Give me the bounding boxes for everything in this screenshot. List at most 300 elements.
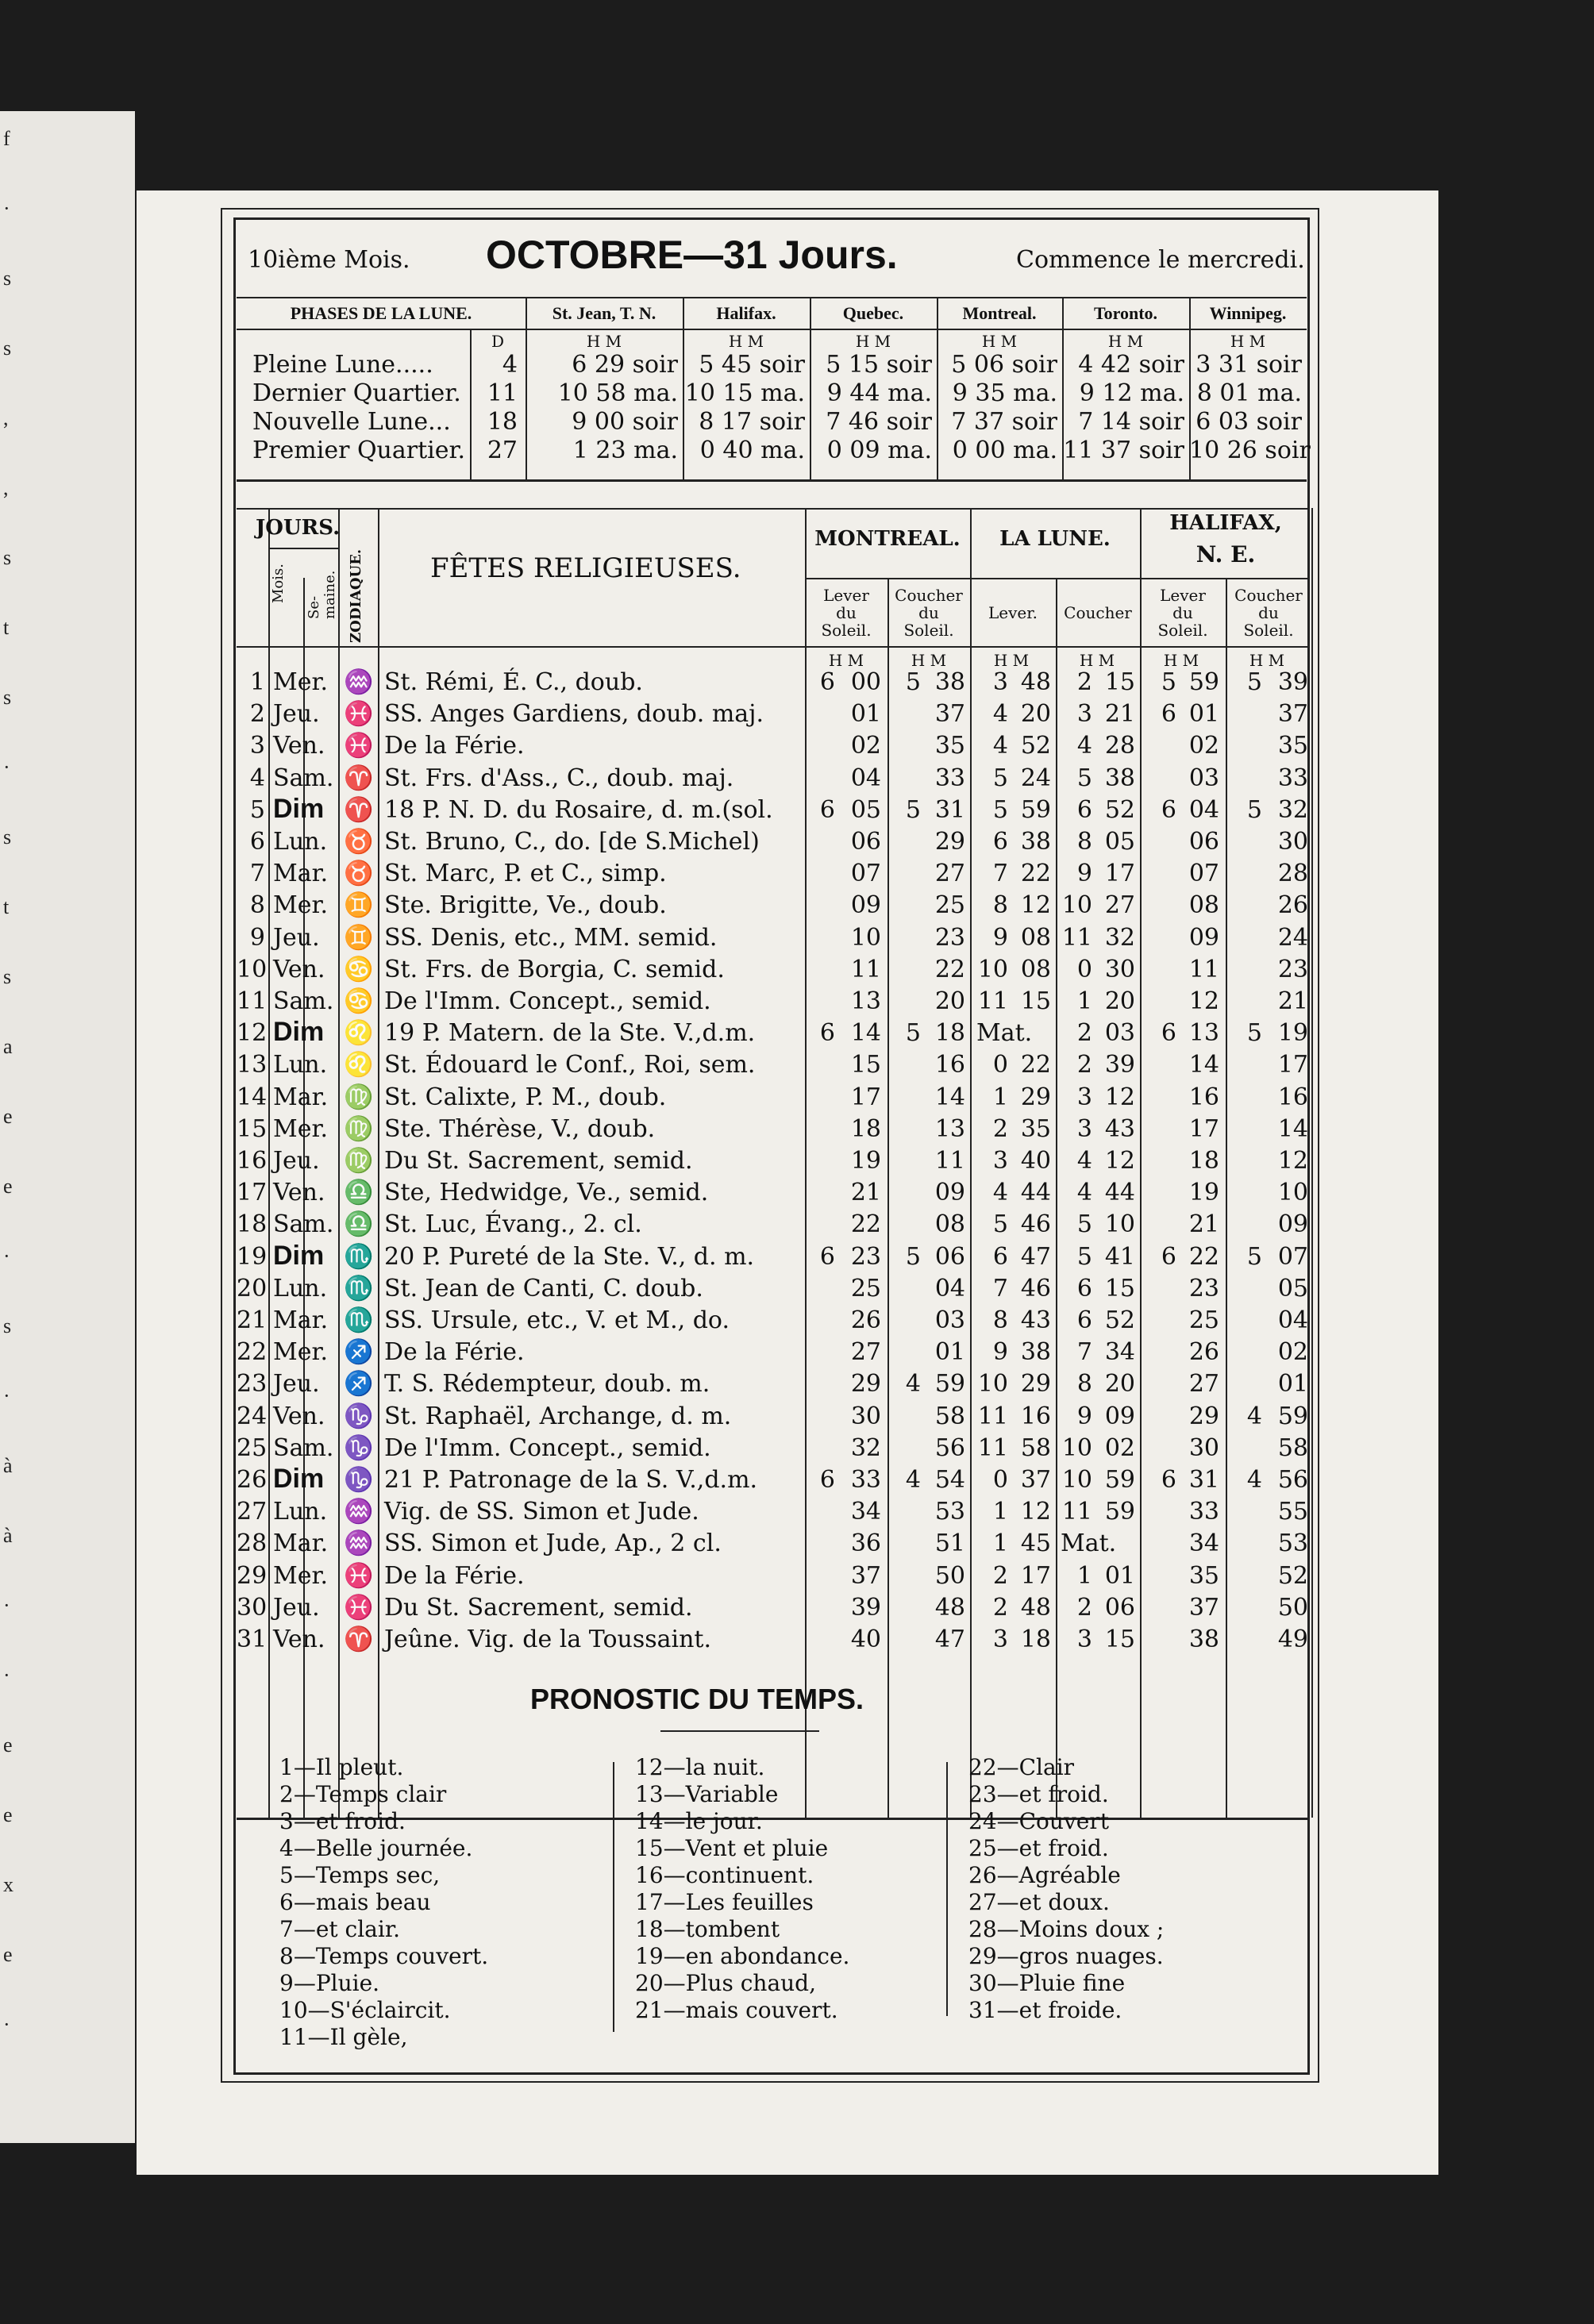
time-minute: 04 xyxy=(1277,1306,1308,1334)
phase-time: 10 58 ma. xyxy=(557,379,678,407)
margin-letter: à xyxy=(3,1454,13,1477)
time-minute: 37 xyxy=(934,700,965,729)
time-minute: 22 xyxy=(1020,860,1051,888)
column-rule xyxy=(268,508,270,1818)
time-minute: 37 xyxy=(1188,1593,1219,1622)
time-minute: 35 xyxy=(1020,1114,1051,1143)
zodiac-sign: ♐ xyxy=(344,1370,374,1399)
header-sub: Soleil. xyxy=(903,621,954,640)
time-hour: 9 xyxy=(1076,860,1092,888)
weekday: Mer. xyxy=(273,1561,329,1590)
margin-letter: f xyxy=(3,127,10,150)
time-minute: 05 xyxy=(1104,828,1135,856)
phase-time: 0 00 ma. xyxy=(952,437,1057,464)
time-hour: 3 xyxy=(992,1147,1008,1175)
weekday: Mar. xyxy=(273,1306,329,1334)
day-number: 7 xyxy=(249,860,265,888)
time-minute: 36 xyxy=(850,1529,881,1558)
time-minute: 29 xyxy=(1020,1083,1051,1111)
time-hour: 6 xyxy=(1161,1242,1176,1271)
time-hour: 11 xyxy=(1061,1498,1092,1526)
day-number: 15 xyxy=(237,1114,268,1143)
pronostic-item-col1: 1—Il pleut. xyxy=(279,1754,404,1780)
margin-letter: à xyxy=(3,1524,13,1547)
time-hour: 3 xyxy=(1076,1083,1092,1111)
margin-letter: · xyxy=(3,2013,10,2036)
rule xyxy=(237,297,1307,298)
time-minute: 23 xyxy=(850,1242,881,1271)
time-minute: 49 xyxy=(1277,1626,1308,1653)
phase-subheader: H M xyxy=(855,332,891,351)
feast-name: SS. Ursule, etc., V. et M., do. xyxy=(384,1306,730,1334)
pronostic-item-col1: 9—Pluie. xyxy=(279,1970,380,1996)
time-minute: 29 xyxy=(934,828,965,856)
feast-name: 20 P. Pureté de la Ste. V., d. m. xyxy=(384,1242,755,1271)
time-hour: 4 xyxy=(1246,1402,1262,1430)
column-rule xyxy=(338,508,340,1818)
header-sub: du xyxy=(918,603,939,622)
rule xyxy=(268,548,338,549)
rule xyxy=(237,479,1307,482)
phase-subheader: H M xyxy=(728,332,764,351)
phase-time: 6 03 soir xyxy=(1196,408,1302,436)
time-hour: 2 xyxy=(992,1593,1008,1622)
pronostic-item-col3: 24—Couvert xyxy=(968,1808,1109,1834)
day-number: 2 xyxy=(249,700,265,729)
time-minute: 39 xyxy=(1277,668,1308,696)
time-minute: 20 xyxy=(1020,700,1051,729)
time-minute: 18 xyxy=(934,1019,965,1048)
time-minute: 21 xyxy=(1188,1210,1219,1239)
weekday: Lun. xyxy=(273,1051,328,1079)
time-hour: 3 xyxy=(1076,1114,1092,1143)
time-minute: 21 xyxy=(1104,700,1135,729)
time-minute: 55 xyxy=(1277,1498,1308,1526)
weekday: Mer. xyxy=(273,891,329,920)
day-number: 11 xyxy=(237,987,268,1015)
weekday: Sam. xyxy=(273,764,334,792)
rule xyxy=(237,646,1308,648)
time-hour: 2 xyxy=(1076,1593,1092,1622)
time-minute: 17 xyxy=(1188,1114,1219,1143)
day-number: 23 xyxy=(237,1370,268,1399)
zodiac-sign: ♓ xyxy=(344,1561,374,1590)
header-sub: du xyxy=(1258,603,1279,622)
feast-name: Ste, Hedwidge, Ve., semid. xyxy=(384,1179,709,1207)
time-hour: 6 xyxy=(1161,700,1176,729)
phase-name: Pleine Lune..... xyxy=(252,351,433,379)
time-minute: 06 xyxy=(1104,1593,1135,1622)
zodiac-sign: ♍ xyxy=(344,1114,374,1143)
pronostic-item-col3: 28—Moins doux ; xyxy=(968,1916,1165,1942)
zodiac-sign: ♑ xyxy=(344,1433,374,1462)
time-hour: 0 xyxy=(992,1051,1008,1079)
header-hm: H M xyxy=(1249,651,1285,670)
header-sub: Lever. xyxy=(988,603,1038,622)
time-minute: 23 xyxy=(1277,955,1308,983)
time-minute: 52 xyxy=(1277,1561,1308,1590)
feast-name: Du St. Sacrement, semid. xyxy=(384,1593,693,1622)
phase-subheader: H M xyxy=(1107,332,1144,351)
time-minute: 58 xyxy=(1020,1433,1051,1462)
zodiac-sign: ♓ xyxy=(344,700,374,729)
pronostic-rule xyxy=(660,1730,819,1732)
header-sub: Soleil. xyxy=(1243,621,1294,640)
time-minute: 09 xyxy=(850,891,881,920)
day-number: 5 xyxy=(249,795,265,824)
time-minute: 12 xyxy=(1104,1083,1135,1111)
time-minute: 45 xyxy=(1020,1529,1051,1558)
weekday: Jeu. xyxy=(273,923,320,952)
header-sub: Coucher xyxy=(1064,603,1132,622)
time-minute: 50 xyxy=(1277,1593,1308,1622)
phase-time: 5 06 soir xyxy=(951,351,1057,379)
time-hour: 5 xyxy=(1076,1210,1092,1239)
zodiac-sign: ♏ xyxy=(344,1306,374,1334)
time-hour: 8 xyxy=(992,1306,1008,1334)
phase-time: 9 12 ma. xyxy=(1079,379,1184,407)
time-minute: 34 xyxy=(1104,1338,1135,1367)
margin-letter: e xyxy=(3,1105,13,1128)
time-mat: Mat. xyxy=(1061,1529,1117,1558)
weekday: Mar. xyxy=(273,860,329,888)
column-rule xyxy=(887,578,889,1818)
feast-name: St. Édouard le Conf., Roi, sem. xyxy=(384,1051,756,1079)
time-minute: 38 xyxy=(1104,764,1135,792)
time-minute: 23 xyxy=(1188,1274,1219,1302)
column-rule xyxy=(970,508,972,1818)
margin-letter: · xyxy=(3,1245,10,1268)
pronostic-item-col1: 11—Il gèle, xyxy=(279,2024,408,2050)
phase-col-header: Quebec. xyxy=(842,303,904,323)
time-hour: 5 xyxy=(1246,1019,1262,1048)
margin-letter: e xyxy=(3,1175,13,1198)
time-minute: 40 xyxy=(1020,1147,1051,1175)
time-minute: 35 xyxy=(1188,1561,1219,1590)
time-minute: 31 xyxy=(934,795,965,824)
day-number: 28 xyxy=(237,1529,268,1558)
time-hour: 4 xyxy=(992,732,1008,760)
day-number: 14 xyxy=(237,1083,268,1111)
time-minute: 06 xyxy=(934,1242,965,1271)
time-minute: 17 xyxy=(1020,1561,1051,1590)
time-minute: 52 xyxy=(1020,732,1051,760)
feast-name: Jeûne. Vig. de la Toussaint. xyxy=(384,1626,712,1653)
weekday: Mar. xyxy=(273,1083,329,1111)
weekday: Jeu. xyxy=(273,1370,320,1399)
time-minute: 06 xyxy=(1188,828,1219,856)
day-number: 29 xyxy=(237,1561,268,1590)
time-minute: 19 xyxy=(1277,1019,1308,1048)
day-number: 17 xyxy=(237,1179,268,1207)
time-minute: 28 xyxy=(1277,860,1308,888)
time-minute: 33 xyxy=(850,1466,881,1494)
time-minute: 20 xyxy=(934,987,965,1015)
time-hour: 6 xyxy=(819,1466,835,1494)
day-number: 31 xyxy=(237,1626,268,1653)
margin-letter: x xyxy=(3,1873,13,1896)
time-minute: 12 xyxy=(1020,1498,1051,1526)
phase-time: 8 17 soir xyxy=(699,408,805,436)
time-minute: 13 xyxy=(1188,1019,1219,1048)
header-sub: Coucher xyxy=(895,586,963,605)
header-mois: Mois. xyxy=(270,564,287,603)
weekday: Mer. xyxy=(273,1338,329,1367)
time-minute: 10 xyxy=(1104,1210,1135,1239)
time-minute: 12 xyxy=(1104,1147,1135,1175)
rule xyxy=(237,508,1308,510)
weekday: Lun. xyxy=(273,828,328,856)
time-minute: 01 xyxy=(1188,700,1219,729)
time-minute: 24 xyxy=(1277,923,1308,952)
header-sub: Soleil. xyxy=(1157,621,1208,640)
pronostic-item-col3: 23—et froid. xyxy=(968,1781,1109,1807)
zodiac-sign: ♐ xyxy=(344,1338,374,1367)
feast-name: Ste. Brigitte, Ve., doub. xyxy=(384,891,667,920)
zodiac-sign: ♒ xyxy=(344,1498,374,1526)
time-hour: 10 xyxy=(1061,891,1092,920)
time-mat: Mat. xyxy=(976,1019,1033,1048)
pronostic-item-col1: 6—mais beau xyxy=(279,1889,431,1915)
time-hour: 10 xyxy=(977,1370,1008,1399)
time-minute: 02 xyxy=(1277,1338,1308,1367)
pronostic-item-col1: 2—Temps clair xyxy=(279,1781,447,1807)
pronostic-item-col1: 8—Temps couvert. xyxy=(279,1943,489,1969)
time-minute: 13 xyxy=(934,1114,965,1143)
day-number: 21 xyxy=(237,1306,268,1334)
header-sub: Lever xyxy=(823,586,869,605)
time-minute: 03 xyxy=(934,1306,965,1334)
time-minute: 37 xyxy=(850,1561,881,1590)
time-minute: 32 xyxy=(1277,795,1308,824)
time-minute: 59 xyxy=(1104,1498,1135,1526)
time-minute: 16 xyxy=(934,1051,965,1079)
time-minute: 14 xyxy=(1277,1114,1308,1143)
margin-letter: , xyxy=(3,476,9,499)
time-minute: 22 xyxy=(934,955,965,983)
time-minute: 58 xyxy=(934,1402,965,1430)
phase-col-header: St. Jean, T. N. xyxy=(552,303,656,323)
pronostic-item-col3: 27—et doux. xyxy=(968,1889,1110,1915)
time-hour: 5 xyxy=(905,1019,921,1048)
column-rule xyxy=(805,508,807,1818)
time-minute: 59 xyxy=(1277,1402,1308,1430)
phase-time: 4 42 soir xyxy=(1078,351,1184,379)
day-number: 22 xyxy=(237,1338,268,1367)
time-minute: 46 xyxy=(1020,1274,1051,1302)
time-hour: 5 xyxy=(1246,795,1262,824)
time-hour: 11 xyxy=(977,1433,1008,1462)
time-minute: 14 xyxy=(850,1019,881,1048)
header-hm: H M xyxy=(1079,651,1115,670)
feast-name: T. S. Rédempteur, doub. m. xyxy=(384,1370,710,1399)
time-hour: 5 xyxy=(905,668,921,696)
pronostic-item-col3: 30—Pluie fine xyxy=(968,1970,1126,1996)
time-hour: 5 xyxy=(1161,668,1176,696)
time-minute: 41 xyxy=(1104,1242,1135,1271)
pronostic-item-col2: 18—tombent xyxy=(635,1916,780,1942)
time-minute: 20 xyxy=(1104,987,1135,1015)
time-hour: 9 xyxy=(1076,1402,1092,1430)
feast-name: St. Frs. d'Ass., C., doub. maj. xyxy=(384,764,734,792)
phase-subheader: D xyxy=(491,332,505,351)
header-hm: H M xyxy=(828,651,864,670)
time-hour: 6 xyxy=(819,795,835,824)
time-hour: 2 xyxy=(1076,1051,1092,1079)
pronostic-item-col1: 7—et clair. xyxy=(279,1916,401,1942)
time-minute: 17 xyxy=(1104,860,1135,888)
time-minute: 40 xyxy=(850,1626,881,1653)
feast-name: Ste. Thérèse, V., doub. xyxy=(384,1114,656,1143)
time-hour: 6 xyxy=(1076,795,1092,824)
time-minute: 44 xyxy=(1020,1179,1051,1207)
margin-letter: a xyxy=(3,1035,13,1058)
time-hour: 1 xyxy=(992,1529,1008,1558)
header-zodiaque: ZODIAQUE. xyxy=(348,548,364,643)
time-minute: 00 xyxy=(850,668,881,696)
time-minute: 14 xyxy=(934,1083,965,1111)
almanac-page xyxy=(137,190,1438,2175)
time-minute: 08 xyxy=(934,1210,965,1239)
pronostic-item-col1: 4—Belle journée. xyxy=(279,1835,473,1861)
column-rule xyxy=(378,508,379,1818)
day-number: 16 xyxy=(237,1147,268,1175)
time-minute: 33 xyxy=(934,764,965,792)
feast-name: De la Férie. xyxy=(384,1561,525,1590)
time-hour: 3 xyxy=(992,668,1008,696)
time-minute: 30 xyxy=(850,1402,881,1430)
margin-letter: s xyxy=(3,267,12,290)
time-minute: 27 xyxy=(934,860,965,888)
month-number: 10ième Mois. xyxy=(248,246,410,274)
phase-time: 6 29 soir xyxy=(572,351,678,379)
time-minute: 21 xyxy=(1277,987,1308,1015)
time-minute: 01 xyxy=(1277,1370,1308,1399)
time-minute: 24 xyxy=(1020,764,1051,792)
time-minute: 34 xyxy=(850,1498,881,1526)
phase-name: Dernier Quartier. xyxy=(252,379,461,407)
zodiac-sign: ♓ xyxy=(344,732,374,760)
time-minute: 01 xyxy=(850,700,881,729)
time-hour: 5 xyxy=(1246,1242,1262,1271)
time-minute: 15 xyxy=(1020,987,1051,1015)
weekday: Sam. xyxy=(273,1433,334,1462)
time-minute: 08 xyxy=(1020,923,1051,952)
phase-time: 10 26 soir xyxy=(1189,437,1311,464)
day-number: 3 xyxy=(249,732,265,760)
time-hour: 7 xyxy=(1076,1338,1092,1367)
time-minute: 30 xyxy=(1104,955,1135,983)
zodiac-sign: ♏ xyxy=(344,1242,374,1271)
margin-letter: s xyxy=(3,965,12,988)
time-minute: 12 xyxy=(1188,987,1219,1015)
time-hour: 5 xyxy=(992,795,1008,824)
pronostic-item-col3: 25—et froid. xyxy=(968,1835,1109,1861)
time-minute: 35 xyxy=(934,732,965,760)
pronostic-item-col3: 22—Clair xyxy=(968,1754,1075,1780)
day-number: 4 xyxy=(249,764,265,792)
page-title: OCTOBRE—31 Jours. xyxy=(486,233,898,277)
phase-time: 7 46 soir xyxy=(826,408,932,436)
feast-name: St. Luc, Évang., 2. cl. xyxy=(384,1210,642,1239)
pronostic-item-col2: 16—continuent. xyxy=(635,1862,814,1888)
margin-letter: s xyxy=(3,546,12,569)
margin-letter: e xyxy=(3,1733,13,1756)
zodiac-sign: ♒ xyxy=(344,668,374,696)
start-day: Commence le mercredi. xyxy=(1016,246,1305,274)
time-hour: 3 xyxy=(992,1626,1008,1653)
time-hour: 2 xyxy=(1076,1019,1092,1048)
time-minute: 43 xyxy=(1104,1114,1135,1143)
margin-letter: s xyxy=(3,337,12,360)
time-minute: 28 xyxy=(1104,732,1135,760)
feast-name: SS. Denis, etc., MM. semid. xyxy=(384,923,718,952)
time-hour: 1 xyxy=(992,1083,1008,1111)
feast-name: St. Jean de Canti, C. doub. xyxy=(384,1274,703,1302)
column-rule xyxy=(1311,508,1313,1818)
time-hour: 0 xyxy=(992,1466,1008,1494)
rule xyxy=(805,578,1308,579)
time-hour: 3 xyxy=(1076,700,1092,729)
time-minute: 53 xyxy=(1277,1529,1308,1558)
weekday: Jeu. xyxy=(273,700,320,729)
time-minute: 32 xyxy=(1104,923,1135,952)
time-hour: 4 xyxy=(1076,1179,1092,1207)
time-hour: 5 xyxy=(1246,668,1262,696)
feast-name: St. Marc, P. et C., simp. xyxy=(384,860,667,888)
weekday: Jeu. xyxy=(273,1593,320,1622)
time-minute: 59 xyxy=(1020,795,1051,824)
time-minute: 02 xyxy=(850,732,881,760)
time-minute: 56 xyxy=(934,1433,965,1462)
header-sub: Coucher xyxy=(1234,586,1303,605)
time-hour: 5 xyxy=(992,764,1008,792)
column-rule xyxy=(1140,508,1142,1818)
time-minute: 30 xyxy=(1188,1433,1219,1462)
zodiac-sign: ♉ xyxy=(344,860,374,888)
time-hour: 7 xyxy=(992,860,1008,888)
header-halifax: HALIFAX, xyxy=(1169,511,1282,535)
time-hour: 5 xyxy=(905,1242,921,1271)
time-minute: 04 xyxy=(1188,795,1219,824)
time-hour: 9 xyxy=(992,1338,1008,1367)
time-hour: 4 xyxy=(1076,732,1092,760)
feast-name: Du St. Sacrement, semid. xyxy=(384,1147,693,1175)
time-minute: 18 xyxy=(1188,1147,1219,1175)
zodiac-sign: ♈ xyxy=(344,764,374,792)
weekday: Ven. xyxy=(273,732,325,760)
phase-time: 7 37 soir xyxy=(951,408,1057,436)
time-minute: 02 xyxy=(1104,1433,1135,1462)
zodiac-sign: ♍ xyxy=(344,1083,374,1111)
feast-name: SS. Anges Gardiens, doub. maj. xyxy=(384,700,764,729)
time-hour: 5 xyxy=(1076,764,1092,792)
zodiac-sign: ♈ xyxy=(344,1626,374,1653)
time-hour: 6 xyxy=(1161,1019,1176,1048)
time-hour: 2 xyxy=(1076,668,1092,696)
column-rule xyxy=(1226,578,1227,1818)
pronostic-rule xyxy=(613,1762,614,2032)
time-minute: 01 xyxy=(1104,1561,1135,1590)
weekday: Dim xyxy=(273,793,325,824)
header-sub: Soleil. xyxy=(821,621,872,640)
time-minute: 43 xyxy=(1020,1306,1051,1334)
day-number: 10 xyxy=(237,955,268,983)
time-minute: 26 xyxy=(850,1306,881,1334)
time-hour: 6 xyxy=(819,1242,835,1271)
zodiac-sign: ♓ xyxy=(344,1593,374,1622)
time-hour: 5 xyxy=(992,1210,1008,1239)
